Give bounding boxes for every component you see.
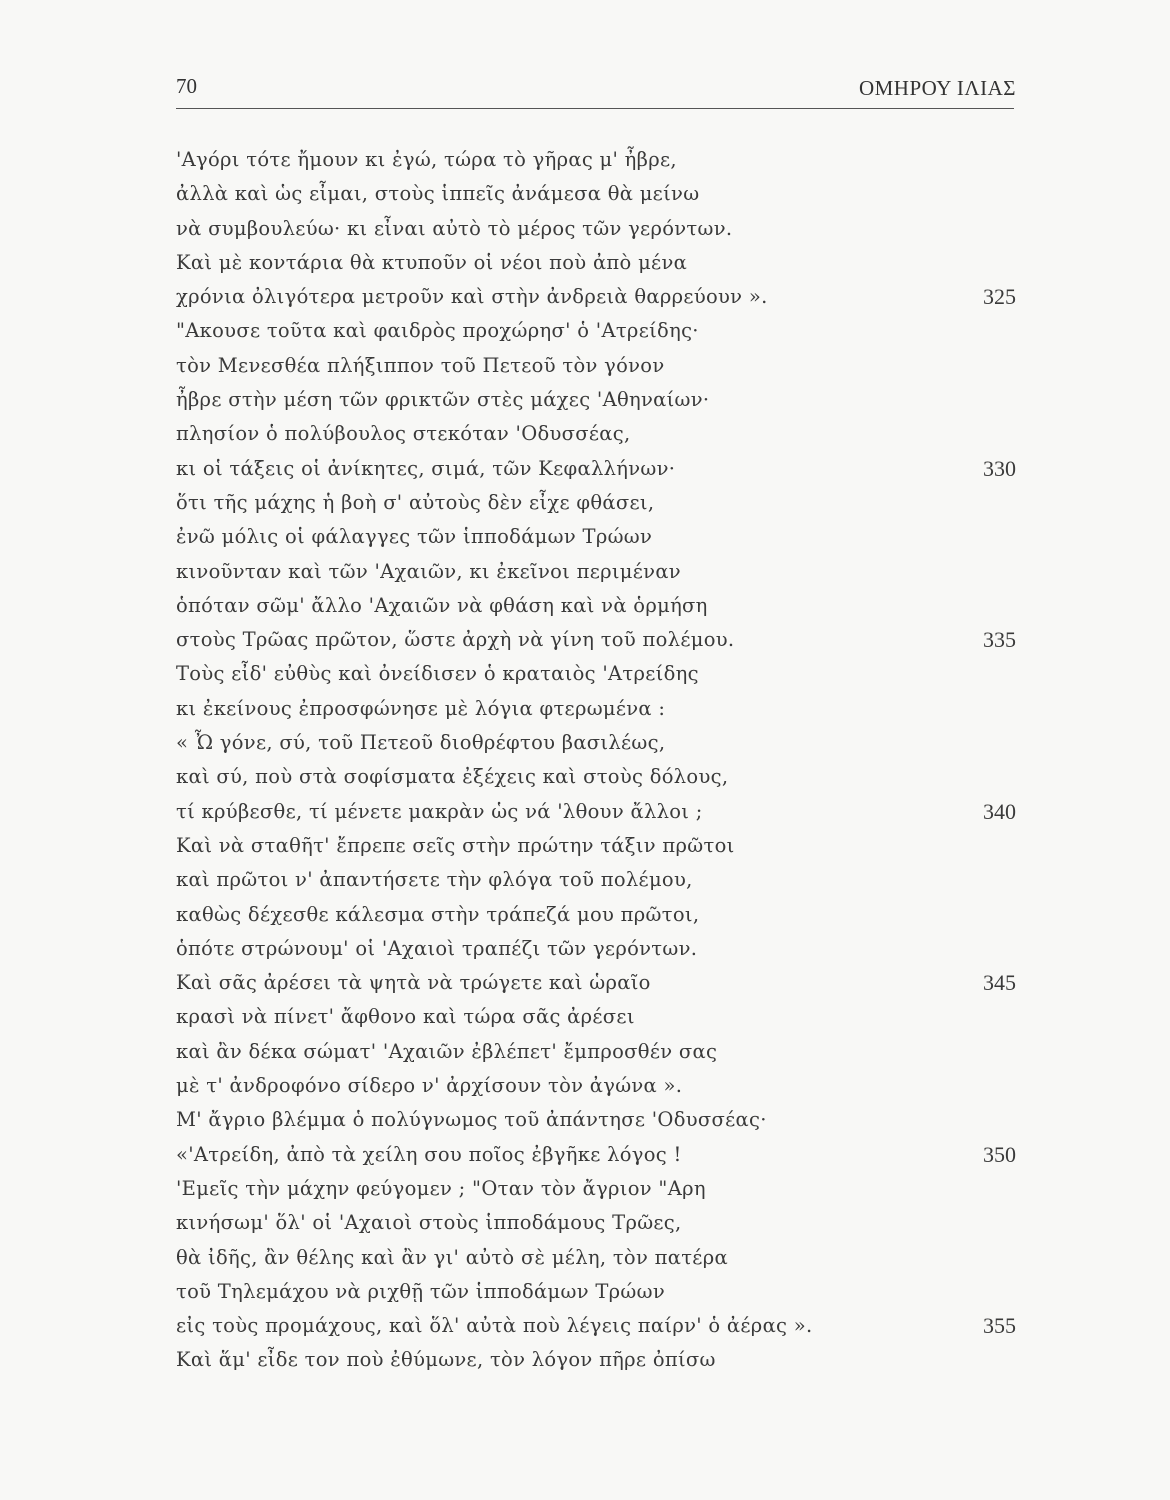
verse-line bbox=[176, 623, 1016, 657]
verse-text: κινοῦνταν καὶ τῶν 'Αχαιῶν, κι ἐκεῖνοι περιμέναν bbox=[176, 559, 681, 583]
verse-text: καὶ ἂν δέκα σώματ' 'Αχαιῶν ἐβλέπετ' ἔμπροσθέν σας bbox=[176, 1039, 718, 1063]
verse-line bbox=[176, 1000, 1016, 1034]
verse-line bbox=[176, 452, 1016, 486]
running-title: ΟΜΗΡΟΥ ΙΛΙΑΣ bbox=[858, 76, 1016, 100]
verse-text: Τοὺς εἶδ' εὐθὺς καὶ ὀνείδισεν ὁ κραταιὸς 'Ατρείδης bbox=[176, 662, 699, 686]
verse-text: Καὶ σᾶς ἀρέσει τὰ ψητὰ νὰ τρώγετε καὶ ὡραῖο bbox=[176, 971, 651, 995]
verse-text: καὶ πρῶτοι ν' ἀπαντήσετε τὴν φλόγα τοῦ πολέμου, bbox=[176, 868, 693, 892]
verse-line bbox=[176, 692, 1016, 726]
verse-line bbox=[176, 486, 1016, 520]
verse-text: τί κρύβεσθε, τί μένετε μακρὰν ὡς νά 'λθουν ἄλλοι ; bbox=[176, 799, 703, 823]
verse-line bbox=[176, 726, 1016, 760]
verse-line bbox=[176, 1343, 1016, 1377]
verse-text: Καὶ νὰ σταθῆτ' ἔπρεπε σεῖς στὴν πρώτην τάξιν πρῶτοι bbox=[176, 833, 735, 857]
verse-line bbox=[176, 417, 1016, 451]
header-rule bbox=[176, 108, 1014, 109]
verse-line bbox=[176, 555, 1016, 589]
verse-text: «'Ατρείδη, ἀπὸ τὰ χείλη σου ποῖος ἐβγῆκε λόγος ! bbox=[176, 1142, 682, 1166]
verse-text: κι ἐκείνους ἐπροσφώνησε μὲ λόγια φτερωμένα : bbox=[176, 696, 666, 720]
verse-text: 'Εμεῖς τὴν μάχην φεύγομεν ; "Οταν τὸν ἄγριον "Αρη bbox=[176, 1176, 706, 1200]
verse-line bbox=[176, 1241, 1016, 1275]
verse-line bbox=[176, 1069, 1016, 1103]
verse-line bbox=[176, 795, 1016, 829]
verse-text: ἦβρε στὴν μέση τῶν φρικτῶν στὲς μάχες 'Αθηναίων· bbox=[176, 388, 710, 412]
verse-text: ἀλλὰ καὶ ὡς εἶμαι, στοὺς ἱππεῖς ἀνάμεσα θὰ μείνω bbox=[176, 182, 700, 206]
page-number: 70 bbox=[176, 74, 197, 98]
verse-text: 'Αγόρι τότε ἤμουν κι ἐγώ, τώρα τὸ γῆρας μ' ἦβρε, bbox=[176, 148, 677, 171]
verse-text: εἰς τοὺς προμάχους, καὶ ὅλ' αὐτὰ ποὺ λέγεις παίρν' ὁ ἀέρας ». bbox=[176, 1314, 813, 1338]
verse-line bbox=[176, 383, 1016, 417]
verse-text: καθὼς δέχεσθε κάλεσμα στὴν τράπεζά μου πρῶτοι, bbox=[176, 902, 700, 926]
verse-line bbox=[176, 1103, 1016, 1137]
verse-line bbox=[176, 1309, 1016, 1343]
verse-line bbox=[176, 246, 1016, 280]
verse-line bbox=[176, 520, 1016, 554]
line-number: 355 bbox=[983, 1313, 1016, 1339]
verse-text: κι οἱ τάξεις οἱ ἀνίκητες, σιμά, τῶν Κεφαλλήνων· bbox=[176, 456, 676, 480]
verse-text: Καὶ ἅμ' εἶδε τον ποὺ ἐθύμωνε, τὸν λόγον πῆρε ὀπίσω bbox=[176, 1348, 716, 1372]
verse-line bbox=[176, 1275, 1016, 1309]
verse-line bbox=[176, 932, 1016, 966]
verse-line bbox=[176, 314, 1016, 348]
verse-text: ὅτι τῆς μάχης ἡ βοὴ σ' αὐτοὺς δὲν εἶχε φθάσει, bbox=[176, 490, 655, 514]
verse-text: κινήσωμ' ὅλ' οἱ 'Αχαιοὶ στοὺς ἱπποδάμους Τρῶες, bbox=[176, 1211, 682, 1235]
verse-text: χρόνια ὀλιγότερα μετροῦν καὶ στὴν ἀνδρειὰ θαρρεύουν ». bbox=[176, 285, 768, 309]
verse-line bbox=[176, 143, 1016, 177]
verse-text: ὁπόταν σῶμ' ἄλλο 'Αχαιῶν νὰ φθάση καὶ νὰ ὁρμήση bbox=[176, 593, 708, 617]
line-number: 325 bbox=[983, 284, 1016, 310]
verse-line bbox=[176, 1138, 1016, 1172]
verse-line bbox=[176, 1206, 1016, 1240]
verse-line bbox=[176, 829, 1016, 863]
verse-text: κρασὶ νὰ πίνετ' ἄφθονο καὶ τώρα σᾶς ἀρέσει bbox=[176, 1005, 635, 1029]
verse-line bbox=[176, 212, 1016, 246]
verse-text: "Ακουσε τοῦτα καὶ φαιδρὸς προχώρησ' ὁ 'Ατρείδης· bbox=[176, 319, 699, 343]
verse-line bbox=[176, 760, 1016, 794]
verse-line bbox=[176, 589, 1016, 623]
verse-text: νὰ συμβουλεύω· κι εἶναι αὐτὸ τὸ μέρος τῶν γερόντων. bbox=[176, 216, 733, 240]
verse-text: θὰ ἰδῆς, ἂν θέλης καὶ ἂν γι' αὐτὸ σὲ μέλη, τὸν πατέρα bbox=[176, 1245, 728, 1269]
verse-line bbox=[176, 1172, 1016, 1206]
line-number: 330 bbox=[983, 455, 1016, 481]
verse-block bbox=[176, 143, 1016, 1378]
verse-line bbox=[176, 1035, 1016, 1069]
line-number: 340 bbox=[983, 798, 1016, 824]
verse-line bbox=[176, 966, 1016, 1000]
verse-line bbox=[176, 898, 1016, 932]
verse-line bbox=[176, 349, 1016, 383]
page-header bbox=[176, 74, 1016, 108]
verse-text: ὁπότε στρώνουμ' οἱ 'Αχαιοὶ τραπέζι τῶν γερόντων. bbox=[176, 936, 698, 960]
verse-text: τὸν Μενεσθέα πλήξιππον τοῦ Πετεοῦ τὸν γόνον bbox=[176, 353, 665, 377]
verse-text: τοῦ Τηλεμάχου νὰ ριχθῇ τῶν ἱπποδάμων Τρώων bbox=[176, 1279, 665, 1303]
line-number: 335 bbox=[983, 627, 1016, 653]
verse-text: στοὺς Τρῶας πρῶτον, ὥστε ἀρχὴ νὰ γίνη τοῦ πολέμου. bbox=[176, 628, 735, 652]
verse-text: ἐνῶ μόλις οἱ φάλαγγες τῶν ἱπποδάμων Τρώων bbox=[176, 525, 653, 549]
line-number: 345 bbox=[983, 970, 1016, 996]
verse-text: Μ' ἄγριο βλέμμα ὁ πολύγνωμος τοῦ ἀπάντησε 'Οδυσσέας· bbox=[176, 1108, 767, 1132]
verse-text: καὶ σύ, ποὺ στὰ σοφίσματα ἐξέχεις καὶ στοὺς δόλους, bbox=[176, 765, 729, 789]
verse-line bbox=[176, 657, 1016, 691]
verse-text: Καὶ μὲ κοντάρια θὰ κτυποῦν οἱ νέοι ποὺ ἀπὸ μένα bbox=[176, 250, 688, 274]
verse-line bbox=[176, 280, 1016, 314]
line-number: 350 bbox=[983, 1141, 1016, 1167]
verse-text: « Ὦ γόνε, σύ, τοῦ Πετεοῦ διοθρέφτου βασιλέως, bbox=[176, 731, 666, 755]
verse-line bbox=[176, 863, 1016, 897]
verse-text: μὲ τ' ἀνδροφόνο σίδερο ν' ἀρχίσουν τὸν ἀγώνα ». bbox=[176, 1074, 683, 1098]
verse-text: πλησίον ὁ πολύβουλος στεκόταν 'Οδυσσέας, bbox=[176, 422, 631, 446]
verse-line bbox=[176, 177, 1016, 211]
